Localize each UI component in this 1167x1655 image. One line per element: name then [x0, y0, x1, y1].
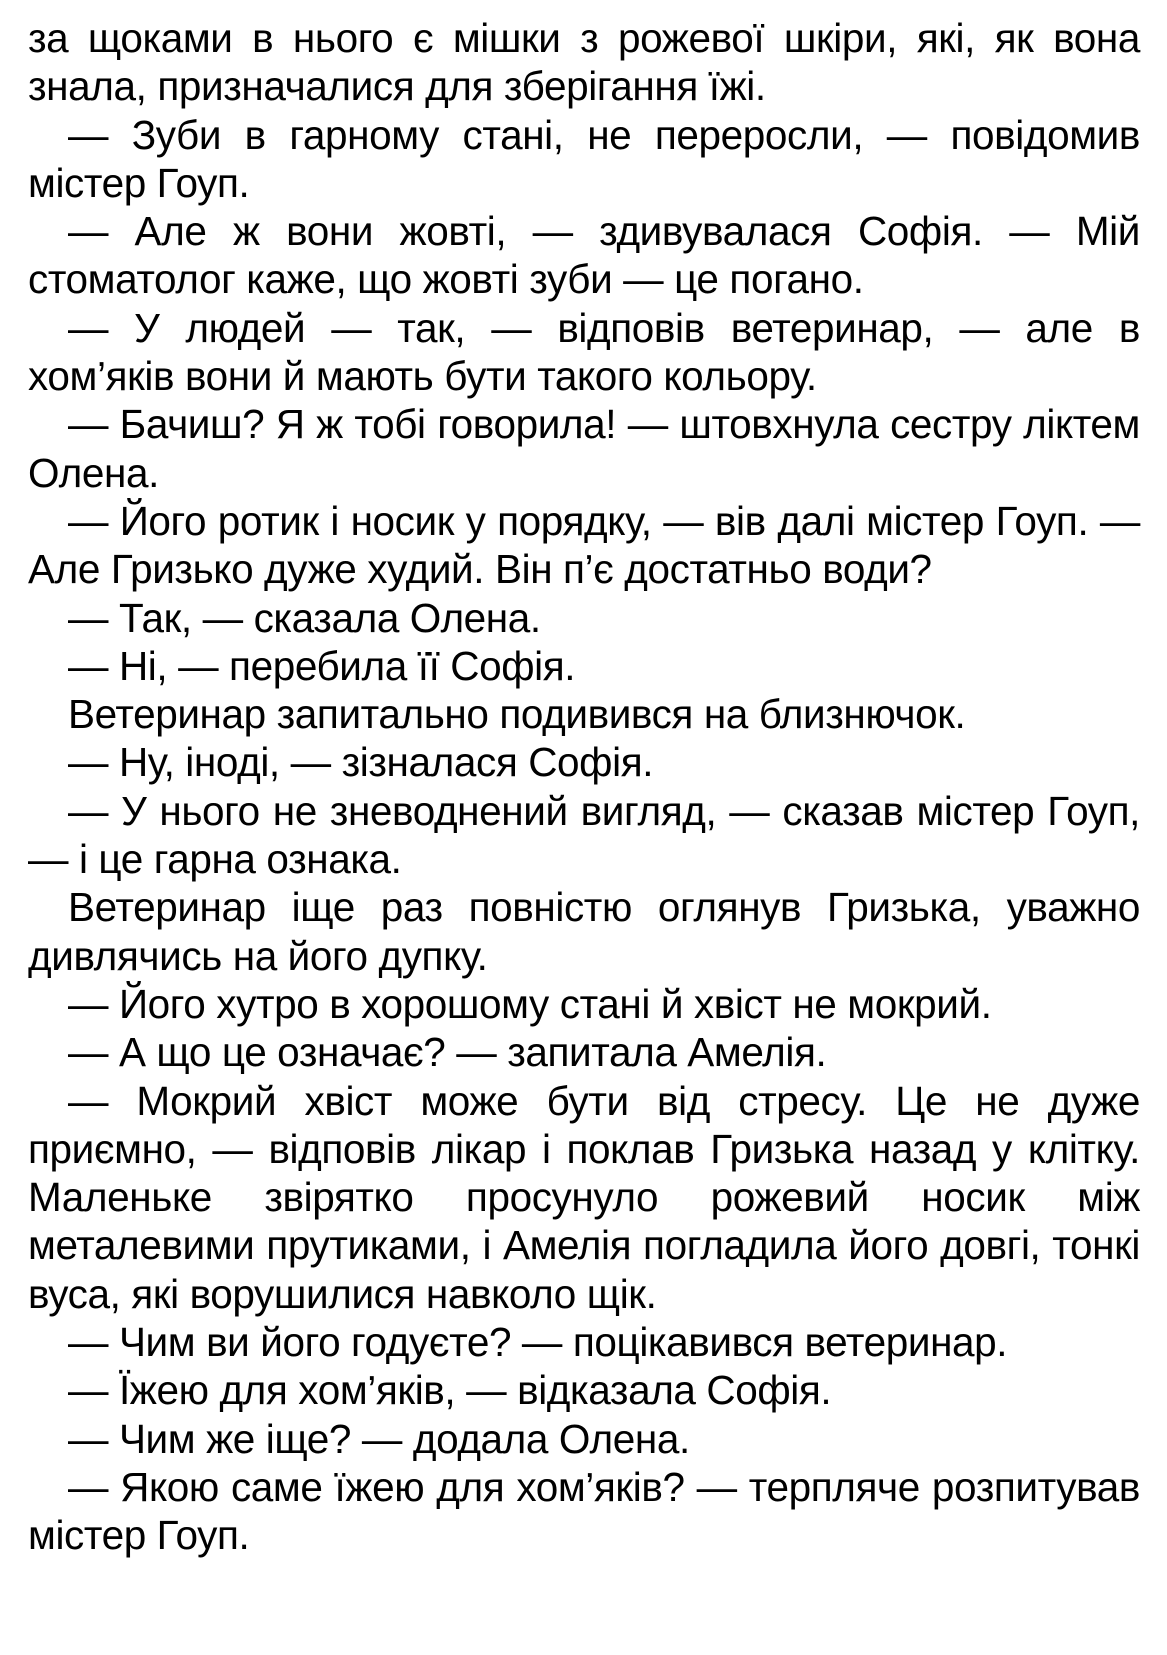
- paragraph: — У нього не зневоднений вигляд, — сказав містер Гоуп, — і це гарна ознака.: [28, 787, 1140, 883]
- paragraph: — Так, — сказала Олена.: [68, 594, 541, 641]
- paragraph: — Зуби в гарному стані, не переросли, — повідомив містер Гоуп.: [28, 111, 1140, 206]
- book-page-text: [28, 14, 1140, 1560]
- paragraph: — Чим же іще? — додала Олена.: [68, 1415, 690, 1462]
- paragraph: — Його хутро в хорошому стані й хвіст не мокрий.: [68, 980, 992, 1027]
- paragraph: — Але ж вони жовті, — здивувалася Софія. — Мій стоматолог каже, що жовті зуби — це погано.: [28, 208, 1140, 303]
- paragraph-continuation: за щоками в нього є мішки з рожевої шкіри, які, як вона знала, призначалися для зберігання їжі.: [28, 15, 1140, 110]
- paragraph: — А що це означає? — запитала Амелія.: [68, 1029, 827, 1076]
- paragraph: — Їжею для хом’яків, — відказала Софія.: [68, 1367, 832, 1414]
- paragraph: — Ну, іноді, — зізналася Софія.: [68, 739, 654, 786]
- paragraph: — Його ротик і носик у порядку, — вів далі містер Гоуп. — Але Гризько дуже худий. Він п’є достатньо води?: [28, 497, 1140, 593]
- paragraph: — Бачиш? Я ж тобі говорила! — штовхнула сестру ліктем Олена.: [28, 401, 1140, 496]
- paragraph: Ветеринар запитально подивився на близнючок.: [68, 691, 966, 738]
- paragraph: — У людей — так, — відповів ветеринар, — але в хом’яків вони й мають бути такого кольору.: [28, 304, 1140, 400]
- paragraph: — Чим ви його годуєте? — поцікавився ветеринар.: [68, 1319, 1008, 1366]
- paragraph: Ветеринар іще раз повністю оглянув Гризька, уважно дивлячись на його дупку.: [28, 884, 1140, 979]
- paragraph: — Ні, — перебила її Софія.: [68, 642, 576, 689]
- paragraph: — Якою саме їжею для хом’яків? — терпляче розпитував містер Гоуп.: [28, 1463, 1140, 1559]
- paragraph: — Мокрий хвіст може бути від стресу. Це не дуже приємно, — відповів лікар і поклав Гризька назад у клітку. Маленьке звірятко просунуло рожевий носик між металевими прутиками, і Амелія погладила його довгі, тонкі вуса, які ворушилися навколо щік.: [28, 1077, 1140, 1317]
